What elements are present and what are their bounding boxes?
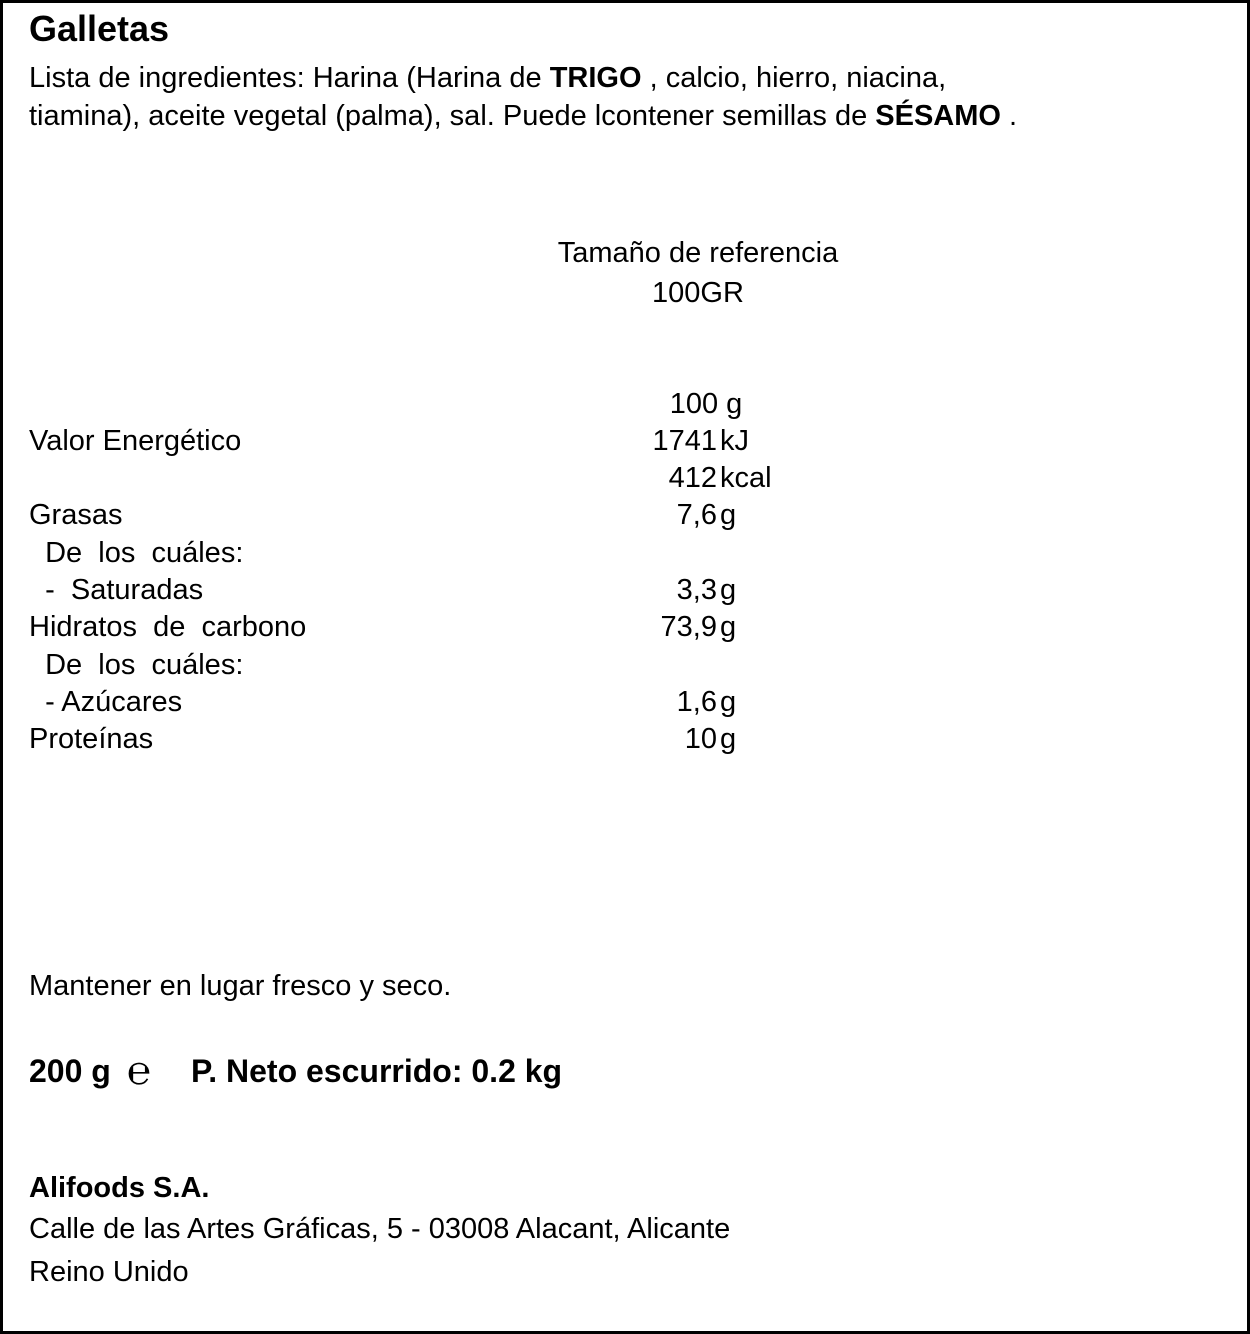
storage-instructions: Mantener en lugar fresco y seco. bbox=[29, 970, 452, 1002]
drained-weight: P. Neto escurrido: 0.2 kg bbox=[191, 1053, 563, 1089]
estimated-sign-icon: ℮ bbox=[127, 1048, 152, 1094]
nutrition-row-label: - Saturadas bbox=[29, 574, 204, 606]
nutrition-row-label: Valor Energético bbox=[29, 425, 242, 457]
nutrition-row-label: Proteínas bbox=[29, 723, 154, 755]
product-title: Galletas bbox=[29, 8, 170, 49]
reference-size-label: Tamaño de referencia bbox=[557, 237, 839, 269]
nutrition-row-unit: g bbox=[720, 686, 737, 718]
nutrition-row-unit: kcal bbox=[720, 462, 772, 494]
nutrition-row-unit: kJ bbox=[720, 425, 749, 457]
nutrition-row-unit: g bbox=[720, 611, 737, 643]
nutrition-row-unit: g bbox=[720, 723, 737, 755]
ingredients-text: Lista de ingredientes: Harina (Harina de bbox=[29, 62, 550, 94]
nutrition-row-label: - Azúcares bbox=[29, 686, 183, 718]
ingredients-text: . bbox=[1000, 100, 1018, 132]
company-name: Alifoods S.A. bbox=[29, 1172, 210, 1204]
nutrition-row-value: 73,9 bbox=[660, 611, 717, 643]
allergen-wheat: TRIGO bbox=[549, 62, 642, 94]
nutrition-row-label: De los cuáles: bbox=[29, 537, 244, 569]
nutrition-row-unit: g bbox=[720, 499, 737, 531]
allergen-sesame: SÉSAMO bbox=[875, 100, 1001, 132]
reference-size-value: 100GR bbox=[652, 277, 744, 309]
nutrition-row-value: 1,6 bbox=[676, 686, 717, 718]
ingredients-text: tiamina), aceite vegetal (palma), sal. Puede lcontener semillas de bbox=[29, 100, 876, 132]
nutrition-row-label: Hidratos de carbono bbox=[29, 611, 307, 643]
ingredients-line-2 bbox=[29, 97, 1017, 135]
nutrition-column-header: 100 g bbox=[669, 388, 743, 420]
company-address: Calle de las Artes Gráficas, 5 - 03008 Alacant, Alicante bbox=[29, 1213, 731, 1245]
nutrition-row-label: De los cuáles: bbox=[29, 649, 244, 681]
ingredients-text: , calcio, hierro, niacina, bbox=[641, 62, 947, 94]
nutrition-row-value: 3,3 bbox=[676, 574, 717, 606]
company-country: Reino Unido bbox=[29, 1256, 189, 1288]
ingredients-line-1 bbox=[29, 59, 946, 97]
nutrition-row-value: 1741 bbox=[652, 425, 717, 457]
nutrition-row-value: 7,6 bbox=[676, 499, 717, 531]
nutrition-row-unit: g bbox=[720, 574, 737, 606]
nutrition-row-label: Grasas bbox=[29, 499, 123, 531]
net-weight: 200 g bbox=[29, 1053, 111, 1089]
nutrition-row-value: 10 bbox=[684, 723, 717, 755]
nutrition-row-value: 412 bbox=[668, 462, 717, 494]
